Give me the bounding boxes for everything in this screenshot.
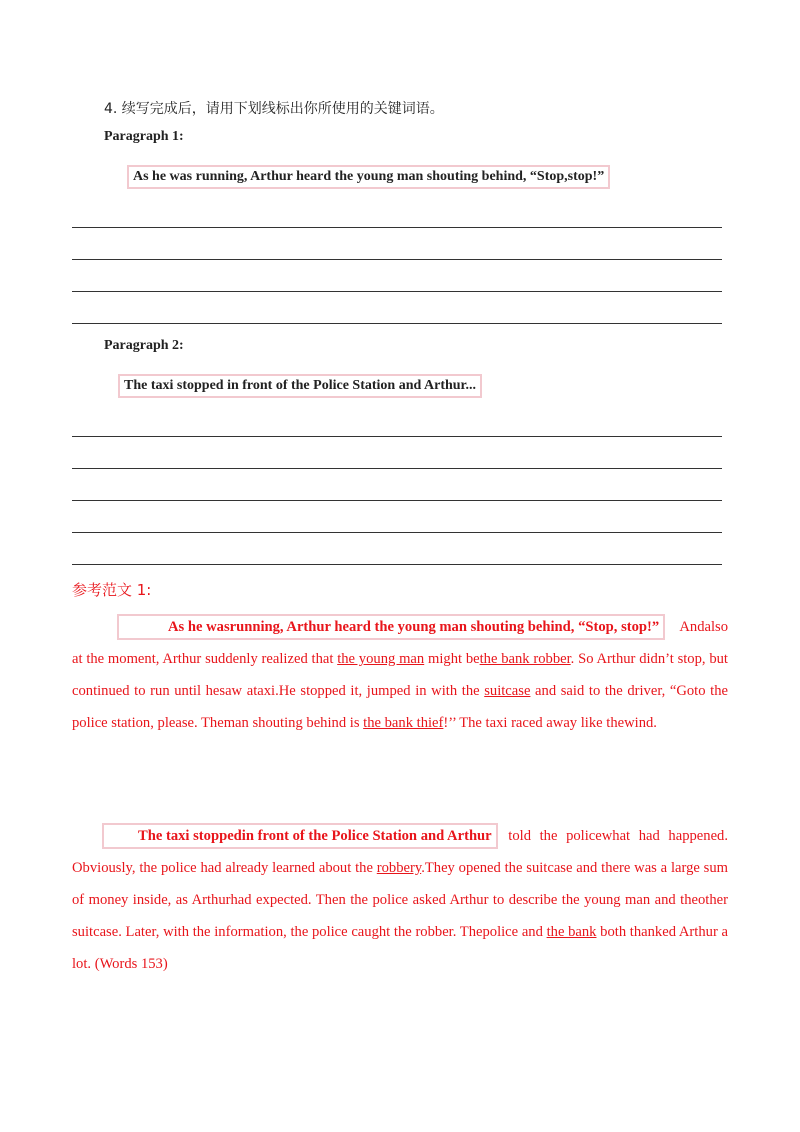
reference-paragraph-2: The taxi stoppedin front of the Police Station and Arthur told the policewhat had happened. Obviously, the police had already learned about the robbery.They opened the suitcase and there was a large sum of money inside, as Arthurhad expected. Then the police asked Arthur to describe the young man and theother suitcase. Later, with the information, the police caught the robber. Thepolice and the bank both thanked Arthur a lot. (Words 153) — [72, 820, 728, 980]
reference-paragraph-1: As he wasrunning, Arthur heard the young man shouting behind, “Stop, stop!” Andalso at the moment, Arthur suddenly realized that the young man might bethe bank robber. So Arthur didn’t stop, but continued to run until hesaw ataxi.He stopped it, jumped in with the suitcase and said to the driver, “Goto the police station, please. Theman shouting behind is the bank thief!’’ The taxi raced away like thewind. — [72, 611, 728, 739]
keyword-underline: the bank thief — [363, 715, 444, 731]
writing-line — [72, 259, 722, 260]
paragraph1-opening: As he was running, Arthur heard the young man shouting behind, “Stop,stop!” — [127, 165, 610, 189]
keyword-underline: suitcase — [484, 683, 531, 699]
keyword-underline: robbery — [376, 860, 422, 876]
writing-line — [72, 436, 722, 437]
writing-line — [72, 500, 722, 501]
paragraph1-label: Paragraph 1: — [104, 129, 184, 144]
reference-title: 参考范文 1: — [72, 581, 152, 599]
writing-line — [72, 323, 722, 324]
keyword-underline: the young man — [337, 651, 425, 667]
keyword-underline: the bank robber — [479, 651, 571, 667]
reference-p1-opening: As he wasrunning, Arthur heard the young man shouting behind, “Stop, stop!” — [117, 614, 665, 640]
writing-line — [72, 532, 722, 533]
paragraph2-label: Paragraph 2: — [104, 338, 184, 353]
writing-line — [72, 227, 722, 228]
paragraph2-opening: The taxi stopped in front of the Police Station and Arthur... — [118, 374, 482, 398]
writing-line — [72, 291, 722, 292]
reference-p2-opening: The taxi stoppedin front of the Police Station and Arthur — [102, 823, 498, 849]
writing-line — [72, 564, 722, 565]
keyword-underline: the bank — [546, 924, 597, 940]
instruction-text: 4. 续写完成后，请用下划线标出你所使用的关键词语。 — [104, 101, 444, 117]
writing-line — [72, 468, 722, 469]
